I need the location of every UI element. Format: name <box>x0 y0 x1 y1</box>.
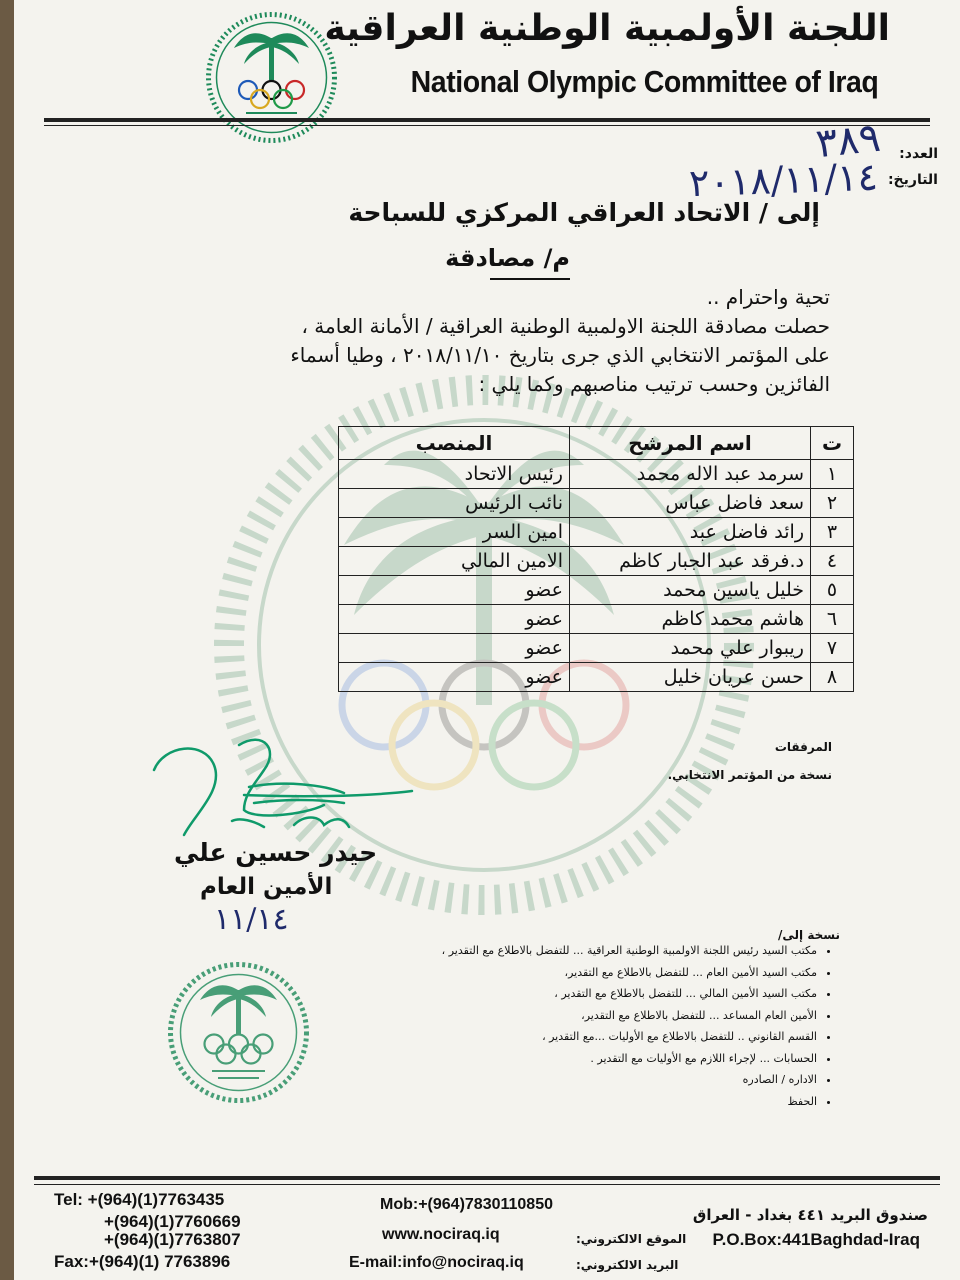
cell-position: عضو <box>339 576 570 605</box>
signatory-name: حيدر حسين علي <box>174 838 378 867</box>
signature-mark-icon <box>144 725 424 845</box>
cell-num: ٦ <box>811 605 854 634</box>
cell-num: ٢ <box>811 489 854 518</box>
cell-num: ٧ <box>811 634 854 663</box>
footer-divider-thin <box>34 1184 940 1185</box>
footer-address-arabic: صندوق البريد ٤٤١ بغداد - العراق <box>692 1206 928 1224</box>
reference-number-handwritten: ٣٨٩ <box>813 114 883 168</box>
copies-list <box>277 940 835 1112</box>
footer-email-link[interactable]: E-mail:info@nociraq.iq <box>349 1254 524 1271</box>
footer-website-link[interactable]: www.nociraq.iq <box>382 1226 500 1243</box>
table-row <box>339 547 854 576</box>
letter-page <box>14 0 960 1280</box>
attachments-item: نسخة من المؤتمر الانتخابي. <box>667 768 832 782</box>
cell-name: د.فرقد عبد الجبار كاظم <box>570 547 811 576</box>
date-label: التاريخ: <box>887 172 938 188</box>
table-row <box>339 460 854 489</box>
number-label: العدد: <box>899 146 938 162</box>
footer-website-label: الموقع الالكتروني: <box>576 1232 687 1246</box>
cell-position: امين السر <box>339 518 570 547</box>
footer-email-label: البريد الالكتروني: <box>576 1258 679 1272</box>
subject-line: م/ مصادقة <box>445 244 570 272</box>
signatory-title: الأمين العام <box>200 874 333 900</box>
cell-name: سرمد عبد الاله محمد <box>570 460 811 489</box>
cell-name: سعد فاضل عباس <box>570 489 811 518</box>
header-title-english: National Olympic Committee of Iraq <box>410 64 878 99</box>
cell-name: ريبوار علي محمد <box>570 634 811 663</box>
header-title-arabic: اللجنة الأولمبية الوطنية العراقية <box>324 8 890 49</box>
cell-position: رئيس الاتحاد <box>339 460 570 489</box>
signature-date-handwritten: ١١/١٤ <box>214 902 289 937</box>
candidates-table <box>338 426 854 692</box>
footer-mobile: Mob:+(964)7830110850 <box>380 1196 553 1213</box>
list-item: • مكتب السيد الأمين المالي ... للتفضل بالاطلاع مع التقدير ، <box>277 983 817 1005</box>
cell-position: الامين المالي <box>339 547 570 576</box>
footer-fax: Fax:+(964)(1) 7763896 <box>54 1252 231 1271</box>
greeting: تحية واحترام .. <box>706 285 830 309</box>
copies-label: نسخة إلى/ <box>778 928 840 942</box>
body-line-3: الفائزين وحسب ترتيب مناصبهم وكما يلي : <box>478 372 830 396</box>
list-item: • الحفظ <box>277 1091 817 1113</box>
col-header-num: ت <box>811 427 854 460</box>
list-item: • القسم القانوني .. للتفضل بالاطلاع مع الأوليات ...مع التقدير ، <box>277 1026 817 1048</box>
table-row <box>339 634 854 663</box>
body-line-1: حصلت مصادقة اللجنة الاولمبية الوطنية العراقية / الأمانة العامة ، <box>301 314 830 338</box>
recipient-line: إلى / الاتحاد العراقي المركزي للسباحة <box>348 198 820 227</box>
table-row <box>339 518 854 547</box>
cell-position: نائب الرئيس <box>339 489 570 518</box>
cell-num: ٤ <box>811 547 854 576</box>
col-header-position: المنصب <box>339 427 570 460</box>
table-row <box>339 489 854 518</box>
list-item: • الحسابات ... لإجراء اللازم مع الأوليات مع التقدير . <box>277 1048 817 1070</box>
footer-tel-3: +(964)(1)7763807 <box>104 1230 241 1249</box>
header-divider-thin <box>44 125 930 126</box>
cell-num: ٣ <box>811 518 854 547</box>
footer-divider <box>34 1176 940 1180</box>
table-header-row <box>339 427 854 460</box>
cell-position: عضو <box>339 634 570 663</box>
list-item: • مكتب السيد رئيس اللجنة الاولمبية الوطنية العراقية ... للتفضل بالاطلاع مع التقدير ، <box>277 940 817 962</box>
attachments-label: المرفقات <box>774 740 832 754</box>
cell-name: هاشم محمد كاظم <box>570 605 811 634</box>
table-row <box>339 663 854 692</box>
footer-tel-1: Tel: +(964)(1)7763435 <box>54 1190 225 1209</box>
outgoing-stamp-icon <box>166 960 311 1105</box>
reference-date-handwritten: ٢٠١٨/١١/١٤ <box>688 154 879 206</box>
list-item: • الأمين العام المساعد ... للتفضل بالاطلاع مع التقدير، <box>277 1005 817 1027</box>
table-row <box>339 605 854 634</box>
header-divider <box>44 118 930 122</box>
cell-name: حسن عريان خليل <box>570 663 811 692</box>
cell-name: خليل ياسين محمد <box>570 576 811 605</box>
list-item: • الاداره / الصادره <box>277 1069 817 1091</box>
footer-tel-2: +(964)(1)7760669 <box>104 1212 241 1231</box>
cell-position: عضو <box>339 605 570 634</box>
body-line-2: على المؤتمر الانتخابي الذي جرى بتاريخ ٢٠١٨/١١/١٠ ، وطيا أسماء <box>290 343 830 367</box>
cell-name: رائد فاضل عبد <box>570 518 811 547</box>
footer-address-english: P.O.Box:441Baghdad-Iraq <box>712 1230 920 1249</box>
subject-underline <box>490 278 570 280</box>
cell-num: ٥ <box>811 576 854 605</box>
letter-body <box>130 283 830 399</box>
cell-position: عضو <box>339 663 570 692</box>
cell-num: ٨ <box>811 663 854 692</box>
col-header-name: اسم المرشح <box>570 427 811 460</box>
list-item: • مكتب السيد الأمين العام ... للتفضل بالاطلاع مع التقدير، <box>277 962 817 984</box>
table-row <box>339 576 854 605</box>
cell-num: ١ <box>811 460 854 489</box>
